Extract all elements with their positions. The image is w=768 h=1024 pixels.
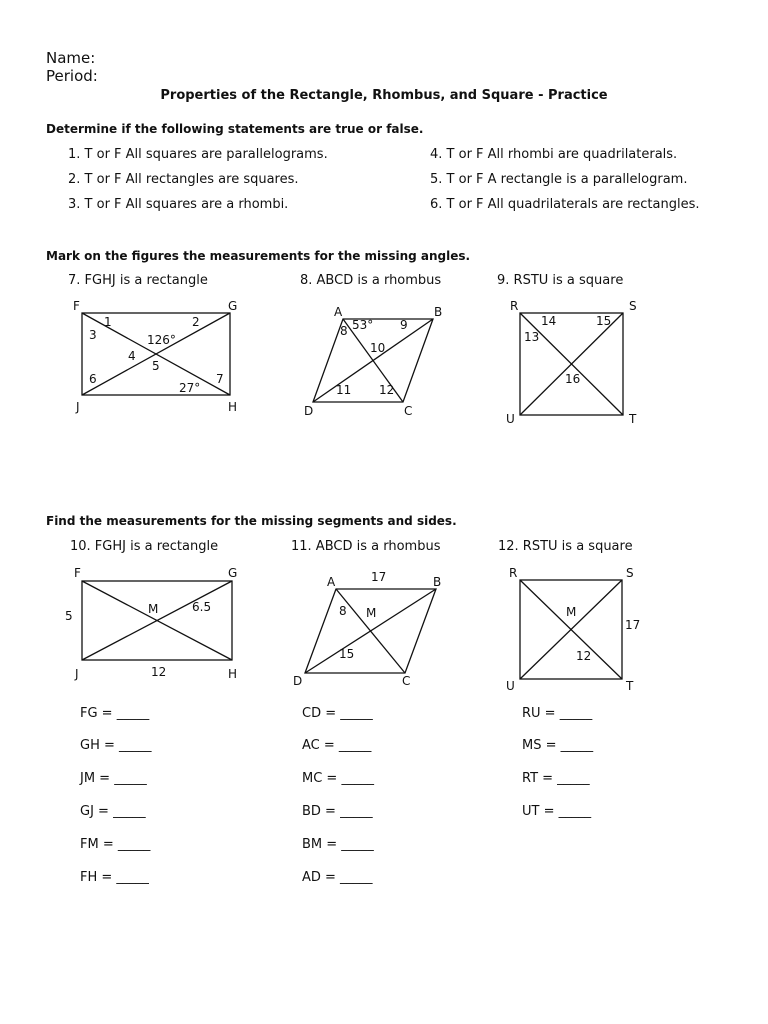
fig10-vertex-g: G — [228, 566, 238, 580]
fig8-vertex-d: D — [304, 404, 314, 418]
fig7-angle-5: 5 — [152, 359, 160, 373]
fig12-vertex-u: U — [506, 679, 515, 693]
answer-fg[interactable]: FG = _____ — [80, 706, 150, 721]
answer-ut[interactable]: UT = _____ — [522, 804, 592, 819]
fig11-vertex-c: C — [402, 674, 411, 688]
fig7-angle-2: 2 — [192, 315, 200, 329]
fig11-midpoint-m: M — [366, 606, 377, 620]
fig7-vertex-j: J — [76, 400, 80, 414]
fig9-vertex-r: R — [510, 299, 519, 313]
fig12-vertex-s: S — [626, 566, 634, 580]
figure-12-square — [506, 566, 640, 693]
fig7-angle-27: 27° — [179, 381, 201, 395]
answer-cd[interactable]: CD = _____ — [302, 706, 373, 721]
answer-fm[interactable]: FM = _____ — [80, 837, 151, 852]
figure-11-rhombus — [293, 570, 441, 688]
fig7-angle-3: 3 — [89, 328, 97, 342]
fig12-midpoint-m: M — [566, 605, 577, 619]
answer-bd[interactable]: BD = _____ — [302, 804, 373, 819]
fig8-angle-10: 10 — [370, 341, 386, 355]
fig7-angle-6: 6 — [89, 372, 97, 386]
fig11-segment-8: 8 — [339, 604, 347, 618]
fig10-vertex-j: J — [75, 667, 79, 681]
statement-3: 3. T or F All squares are a rhombi. — [68, 197, 289, 212]
caption-11: 11. ABCD is a rhombus — [291, 539, 441, 554]
fig7-angle-7: 7 — [216, 372, 224, 386]
fig7-angle-126: 126° — [147, 333, 176, 347]
answer-gh[interactable]: GH = _____ — [80, 738, 152, 753]
fig12-vertex-r: R — [509, 566, 518, 580]
answer-ru[interactable]: RU = _____ — [522, 706, 593, 721]
answer-bm[interactable]: BM = _____ — [302, 837, 374, 852]
fig7-angle-1: 1 — [104, 315, 112, 329]
fig12-vertex-t: T — [626, 679, 634, 693]
answer-ad[interactable]: AD = _____ — [302, 870, 373, 885]
answer-ac[interactable]: AC = _____ — [302, 738, 372, 753]
fig9-vertex-t: T — [629, 412, 637, 426]
figure-8-rhombus — [304, 305, 442, 418]
fig10-side-12: 12 — [151, 665, 167, 679]
fig8-vertex-a: A — [334, 305, 343, 319]
caption-10: 10. FGHJ is a rectangle — [70, 539, 219, 554]
caption-7: 7. FGHJ is a rectangle — [68, 273, 208, 288]
fig11-vertex-a: A — [327, 575, 336, 589]
section2-instruction: Mark on the figures the measurements for the missing angles. — [46, 249, 471, 263]
fig12-segment-12: 12 — [576, 649, 592, 663]
fig8-vertex-c: C — [404, 404, 413, 418]
statement-6: 6. T or F All quadrilaterals are rectangles. — [430, 197, 700, 212]
answer-fh[interactable]: FH = _____ — [80, 870, 149, 885]
statement-4: 4. T or F All rhombi are quadrilaterals. — [430, 147, 678, 162]
fig8-angle-12: 12 — [379, 383, 395, 397]
fig8-vertex-b: B — [434, 305, 443, 319]
fig8-angle-8: 8 — [340, 324, 348, 338]
fig8-angle-11: 11 — [336, 383, 352, 397]
statement-5: 5. T or F A rectangle is a parallelogram. — [430, 172, 688, 187]
figure-9-square — [506, 299, 637, 426]
answer-gj[interactable]: GJ = _____ — [80, 804, 146, 819]
fig11-side-17: 17 — [371, 570, 387, 584]
caption-9: 9. RSTU is a square — [497, 273, 624, 288]
fig10-segment-6-5: 6.5 — [192, 600, 212, 614]
fig11-vertex-b: B — [433, 575, 442, 589]
fig9-angle-15: 15 — [596, 314, 612, 328]
answer-jm[interactable]: JM = _____ — [80, 771, 147, 786]
fig8-angle-53: 53° — [352, 318, 374, 332]
fig11-vertex-d: D — [293, 674, 303, 688]
page-title: Properties of the Rectangle, Rhombus, and Square - Practice — [160, 88, 608, 103]
fig7-vertex-g: G — [228, 299, 238, 313]
period-label: Period: — [46, 67, 98, 85]
statement-1: 1. T or F All squares are parallelograms. — [68, 147, 328, 162]
fig9-angle-14: 14 — [541, 314, 557, 328]
fig9-vertex-u: U — [506, 412, 515, 426]
statement-2: 2. T or F All rectangles are squares. — [68, 172, 299, 187]
answer-ms[interactable]: MS = _____ — [522, 738, 594, 753]
fig10-vertex-f: F — [74, 566, 81, 580]
fig11-segment-15: 15 — [339, 647, 355, 661]
fig10-vertex-h: H — [228, 667, 238, 681]
fig9-vertex-s: S — [629, 299, 637, 313]
name-label: Name: — [46, 49, 96, 67]
fig7-vertex-h: H — [228, 400, 238, 414]
caption-12: 12. RSTU is a square — [498, 539, 633, 554]
caption-8: 8. ABCD is a rhombus — [300, 273, 442, 288]
fig8-angle-9: 9 — [400, 318, 408, 332]
section3-instruction: Find the measurements for the missing segments and sides. — [46, 514, 457, 528]
fig10-side-5: 5 — [65, 609, 73, 623]
figure-7-rectangle — [73, 299, 237, 414]
answer-mc[interactable]: MC = _____ — [302, 771, 374, 786]
answer-rt[interactable]: RT = _____ — [522, 771, 590, 786]
section1-instruction: Determine if the following statements are true or false. — [46, 122, 424, 136]
fig7-vertex-f: F — [73, 299, 80, 313]
fig12-side-17: 17 — [625, 618, 641, 632]
fig11-diagonal-bd — [305, 589, 436, 673]
fig9-angle-16: 16 — [565, 372, 581, 386]
figure-10-rectangle — [65, 566, 237, 681]
fig10-midpoint-m: M — [148, 602, 159, 616]
fig7-angle-4: 4 — [128, 349, 136, 363]
fig9-angle-13: 13 — [524, 330, 540, 344]
